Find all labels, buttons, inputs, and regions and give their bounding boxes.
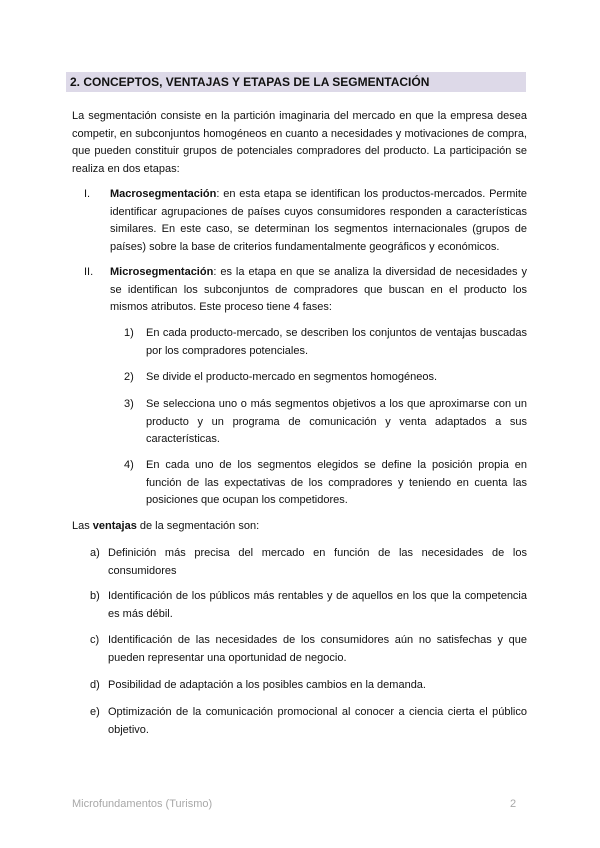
phase-marker: 2) (124, 371, 134, 383)
stage-marker: II. (84, 266, 94, 278)
stage-text: : es la etapa en que se analiza la diversidad de necesidades y se identifican los subconjuntos de compradores que buscan en el producto los mismos atributos. Este proceso tiene 4 fases: (110, 266, 527, 314)
phase-text: Se divide el producto-mercado en segmentos homogéneos. (146, 371, 438, 383)
stage-item-macro (72, 186, 527, 256)
phase-text: Se selecciona uno o más segmentos objetivos a los que aproximarse con un producto y un programa de comunicación y venta adaptados a sus características. (146, 398, 527, 446)
advantage-marker: d) (90, 679, 100, 691)
footer-course-name: Microfundamentos (Turismo) (72, 798, 213, 810)
phase-marker: 4) (124, 459, 134, 471)
phase-text: En cada uno de los segmentos elegidos se define la posición propia en función de las expectativas de los compradores y teniendo en cuenta las posiciones que ocupan los competidores. (146, 459, 527, 507)
advantage-text: Posibilidad de adaptación a los posibles cambios en la demanda. (108, 679, 426, 691)
phase-marker: 1) (124, 327, 134, 339)
advantages-intro: Las ventajas de la segmentación son: (72, 520, 260, 532)
phase-item (124, 396, 527, 449)
advantage-marker: a) (90, 547, 100, 559)
section-heading: 2. CONCEPTOS, VENTAJAS Y ETAPAS DE LA SEGMENTACIÓN (66, 72, 526, 92)
advantage-text: Identificación de los públicos más rentables y de aquellos en los que la competencia es más débil. (108, 590, 527, 620)
advantage-item (90, 588, 527, 623)
advantage-text: Optimización de la comunicación promocional al conocer a ciencia cierta el público objetivo. (108, 706, 527, 736)
phase-text: En cada producto-mercado, se describen los conjuntos de ventajas buscadas por los compradores potenciales. (146, 327, 527, 357)
stage-term: Microsegmentación (110, 266, 214, 278)
phase-item (124, 325, 527, 360)
phase-item (124, 369, 527, 387)
page-number: 2 (510, 798, 517, 810)
phase-item (124, 457, 527, 510)
advantage-text: Definición más precisa del mercado en función de las necesidades de los consumidores (108, 547, 527, 577)
stage-term: Macrosegmentación (110, 188, 217, 200)
advantage-item (90, 704, 527, 739)
stage-item-micro (72, 264, 527, 317)
advantage-marker: c) (90, 634, 100, 646)
advantage-marker: b) (90, 590, 100, 602)
advantage-item (90, 632, 527, 667)
advantage-item (90, 545, 527, 580)
advantage-item (90, 677, 527, 695)
phase-marker: 3) (124, 398, 134, 410)
stage-marker: I. (84, 188, 91, 200)
advantage-marker: e) (90, 706, 100, 718)
intro-paragraph: La segmentación consiste en la partición imaginaria del mercado en que la empresa desea competir, en subconjuntos homogéneos en cuanto a necesidades y motivaciones de compra, que pueden constituir grupos de potenciales compradores del producto. La participación se realiza en dos etapas: (72, 110, 527, 175)
stage-text: : en esta etapa se identifican los productos-mercados. Permite identificar agrupaciones de países cuyos consumidores responden a características similares. En este caso, se determinan los segmentos internacionales (grupos de países) sobre la base de criterios fundamentalmente geográficos y económicos. (110, 188, 527, 253)
advantage-text: Identificación de las necesidades de los consumidores aún no satisfechas y que pueden representar una oportunidad de negocio. (108, 634, 527, 664)
